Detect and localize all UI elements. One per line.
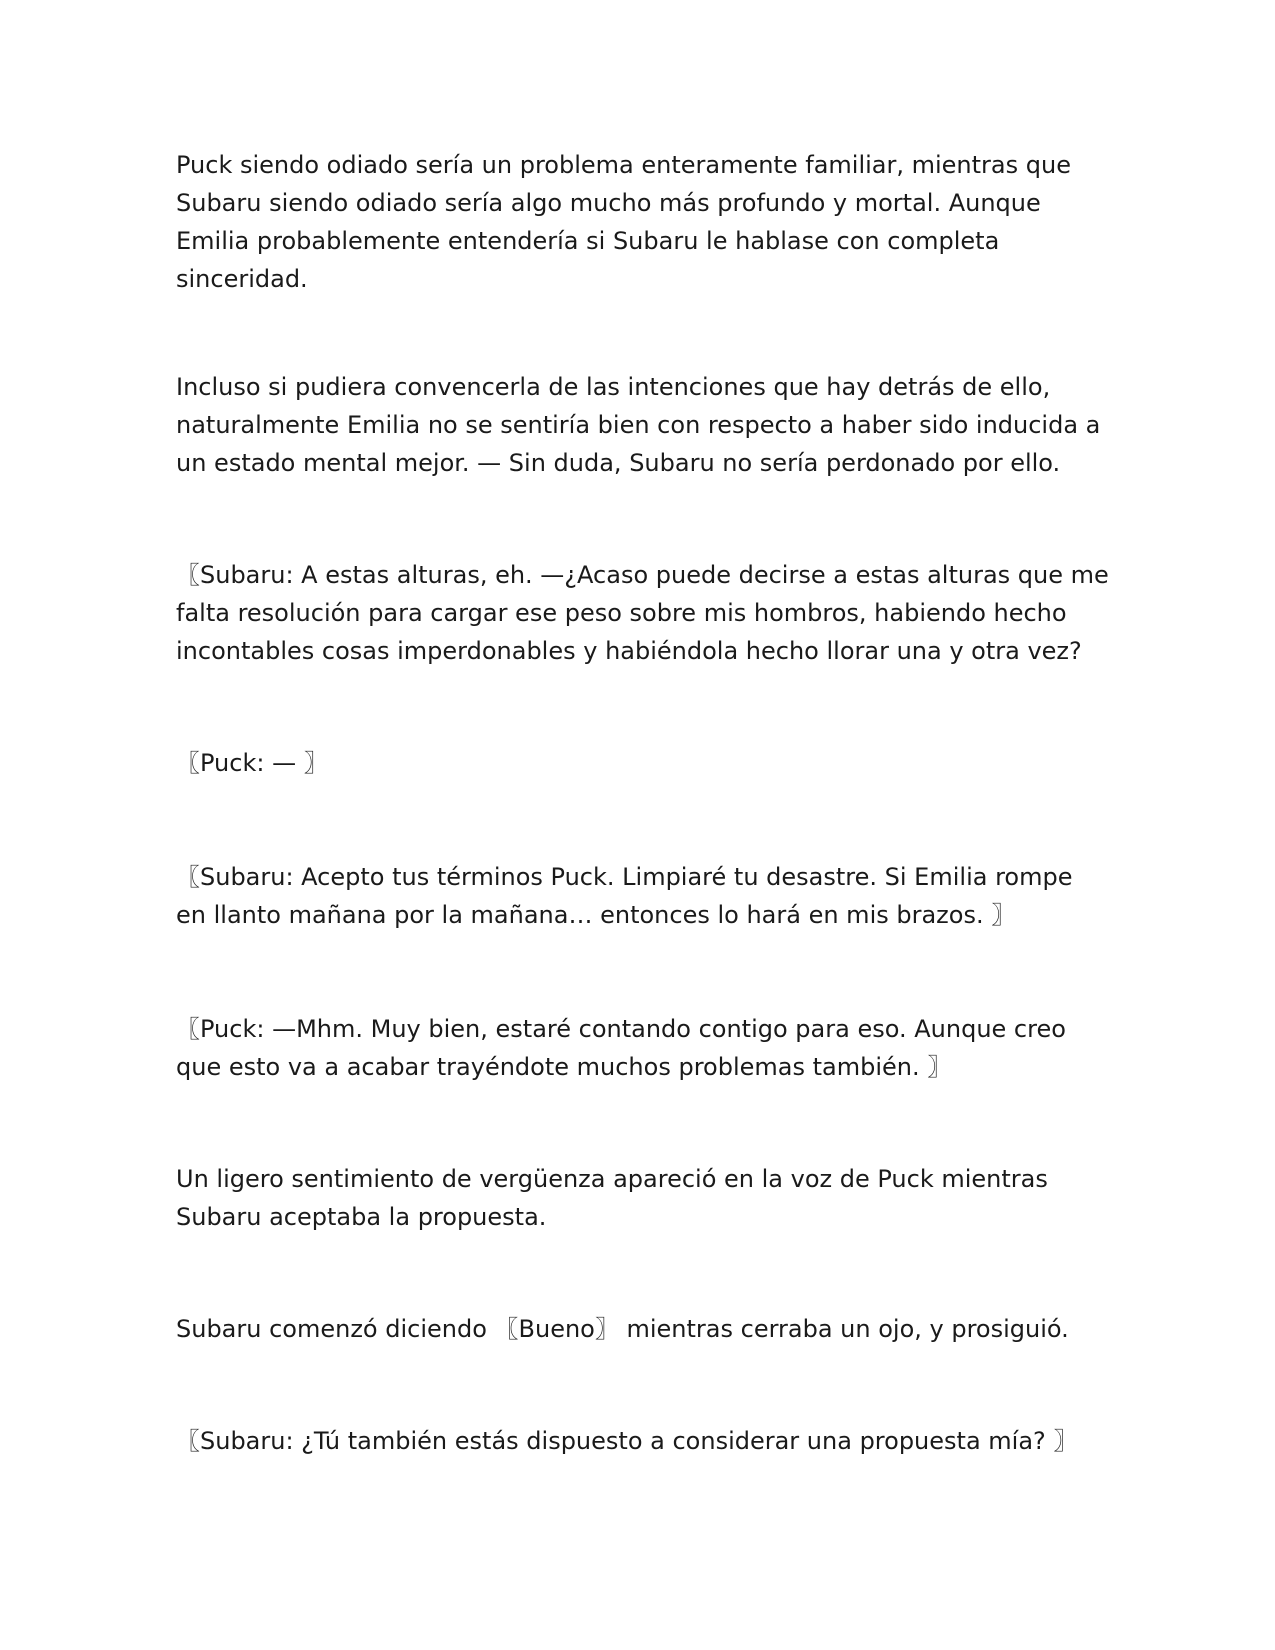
text-line: Subaru siendo odiado sería algo mucho más profundo y mortal. Aunque — [176, 189, 1041, 217]
paragraph-dialogue-subaru-3 — [176, 1422, 1116, 1460]
text-line: Un ligero sentimiento de vergüenza apareció en la voz de Puck mientras — [176, 1165, 1048, 1193]
paragraph-narration-2 — [176, 368, 1116, 482]
paragraph-dialogue-puck-1 — [176, 744, 1116, 782]
text-line: 〖Puck: —Mhm. Muy bien, estaré contando contigo para eso. Aunque creo — [176, 1015, 1066, 1043]
text-line: 〖Subaru: Acepto tus términos Puck. Limpiaré tu desastre. Si Emilia rompe — [176, 863, 1073, 891]
text-line: Emilia probablemente entendería si Subaru le hablase con completa — [176, 227, 1000, 255]
text-line: incontables cosas imperdonables y habiéndola hecho llorar una y otra vez? — [176, 637, 1082, 665]
text-line: en llanto mañana por la mañana… entonces lo hará en mis brazos. 〗 — [176, 901, 1016, 929]
paragraph-dialogue-subaru-2 — [176, 858, 1116, 934]
text-line: falta resolución para cargar ese peso sobre mis hombros, habiendo hecho — [176, 599, 1067, 627]
text-line: naturalmente Emilia no se sentiría bien con respecto a haber sido inducida a — [176, 411, 1101, 439]
text-line: Subaru comenzó diciendo 〖Bueno〗 mientras cerraba un ojo, y prosiguió. — [176, 1315, 1069, 1343]
paragraph-dialogue-subaru-1 — [176, 556, 1116, 670]
text-line: 〖Subaru: A estas alturas, eh. —¿Acaso puede decirse a estas alturas que me — [176, 561, 1109, 589]
text-line: 〖Puck: — 〗 — [176, 749, 328, 777]
text-line: Incluso si pudiera convencerla de las intenciones que hay detrás de ello, — [176, 373, 1051, 401]
text-line: Puck siendo odiado sería un problema enteramente familiar, mientras que — [176, 151, 1071, 179]
text-line: que esto va a acabar trayéndote muchos problemas también. 〗 — [176, 1053, 952, 1081]
paragraph-narration-3 — [176, 1160, 1116, 1236]
text-line: Subaru aceptaba la propuesta. — [176, 1203, 547, 1231]
paragraph-narration-4 — [176, 1310, 1116, 1348]
paragraph-narration-1 — [176, 146, 1116, 298]
text-line: un estado mental mejor. — Sin duda, Subaru no sería perdonado por ello. — [176, 449, 1061, 477]
text-line: 〖Subaru: ¿Tú también estás dispuesto a considerar una propuesta mía? 〗 — [176, 1427, 1078, 1455]
paragraph-dialogue-puck-2 — [176, 1010, 1116, 1086]
text-line: sinceridad. — [176, 265, 308, 293]
